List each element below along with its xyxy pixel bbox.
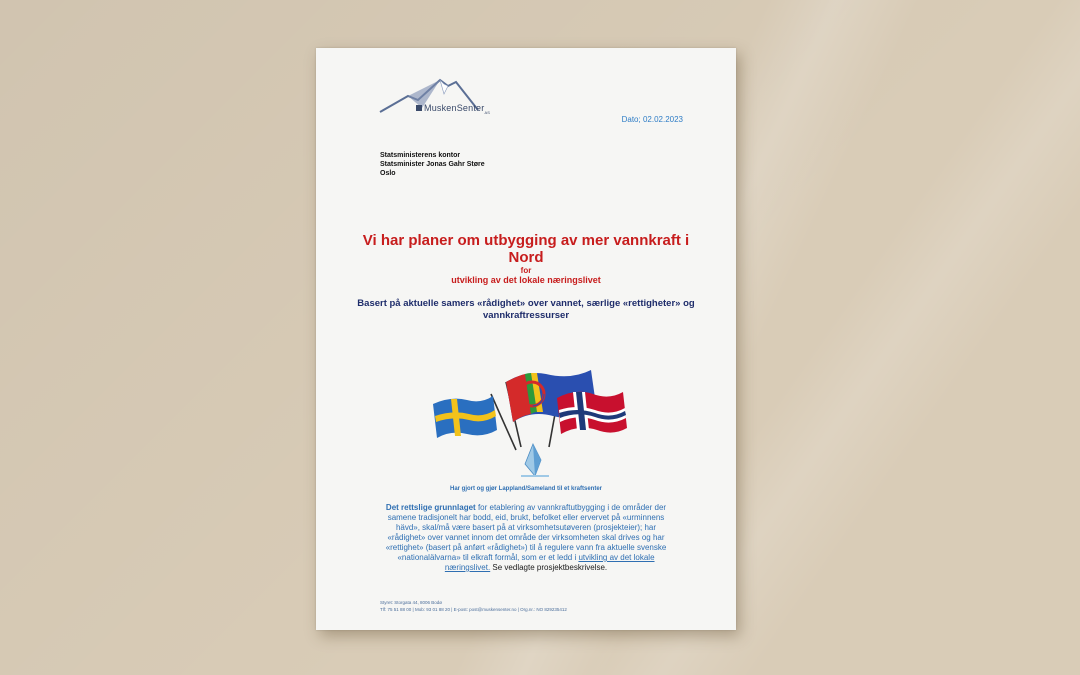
- swedish-flag: [433, 396, 497, 438]
- recipient-block: [380, 151, 485, 178]
- footer-address: Styret: Storgata 44, 8006 Bodø: [380, 600, 443, 605]
- body-text: for etablering av vannkraftutbygging i de områder der samene tradisjonelt har bodd, eid, brukt, befolket eller ervervet på «urminnens hävd», skal/må være basert på at virksomhetsutøveren (prosjekteier); har «rådighet» over vannet innom det område der virksomheten skal drives og har «rettighet» (basert på anført «rådighet») til å regulere vann fra aktuelle svenske «nationalälvarna» til elkraft formål, som er et ledd i: [385, 503, 667, 562]
- title-for: for: [520, 266, 532, 275]
- footer: [380, 599, 567, 613]
- document-date: Dato; 02.02.2023: [621, 115, 683, 124]
- sweden-sami-norway-flags-icon: [431, 352, 631, 482]
- norwegian-flag: [557, 392, 627, 434]
- recipient-line: Oslo: [380, 170, 396, 177]
- recipient-line: Statsministerens kontor: [380, 152, 461, 159]
- body-lead: Det rettslige grunnlaget: [385, 503, 476, 512]
- title-sub: utvikling av det lokale næringslivet: [451, 275, 601, 285]
- flags-caption: Har gjort og gjør Lappland/Sameland til et kraftsenter: [449, 486, 603, 492]
- body-paragraph: [376, 503, 676, 573]
- body-underlined: utvikling av det lokale næringslivet.: [444, 553, 655, 572]
- main-title: Vi har planer om utbygging av mer vannkraft i Nord: [362, 232, 690, 266]
- subtitle: Basert på aktuelle samers «rådighet» over vannet, særlige «rettigheter» og vannkraftressurser: [357, 298, 695, 321]
- body-tail: Se vedlagte prosjektbeskrivelse.: [490, 563, 608, 572]
- footer-contact: Tlf: 75 51 88 00 | Mob: 93 01 88 20 | E-post: post@muskensenter.no | Org.nr.: NO 829235412: [380, 607, 567, 612]
- recipient-line: Statsminister Jonas Gahr Støre: [380, 161, 485, 168]
- document-page: [316, 48, 736, 630]
- company-logo-text: MuskenSenter$_{AS}$: [416, 103, 490, 115]
- crystal-emblem: [521, 444, 549, 476]
